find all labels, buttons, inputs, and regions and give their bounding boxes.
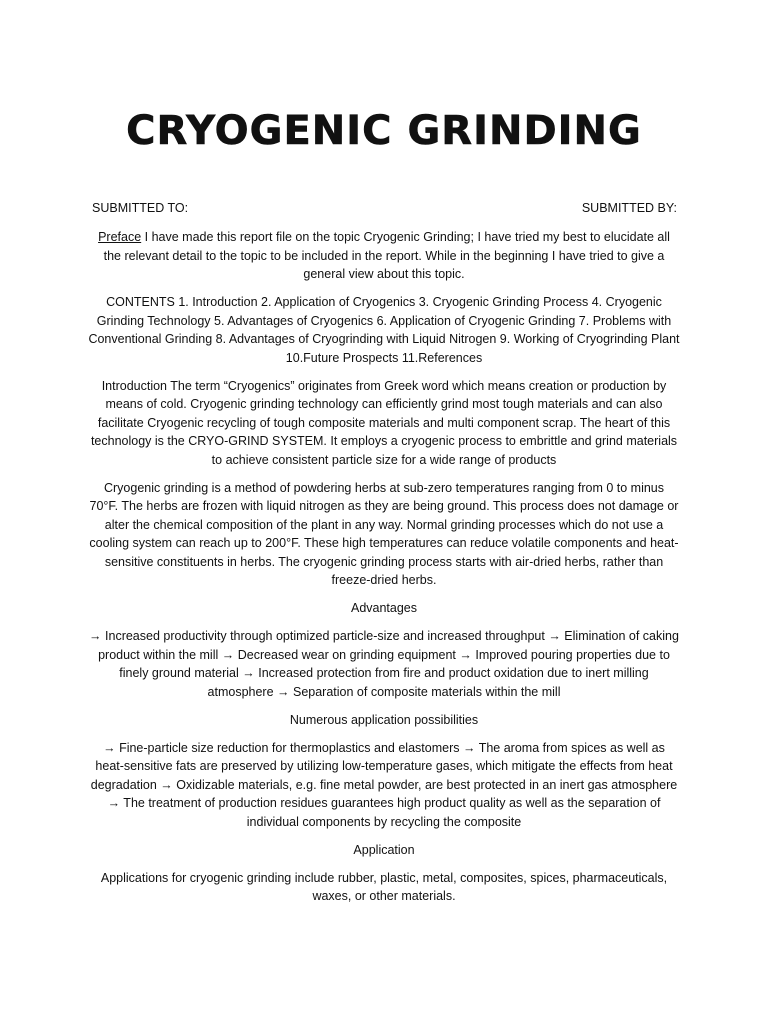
submitted-by-label: SUBMITTED BY: [581,201,677,215]
submission-row [92,199,677,217]
introduction-paragraph: Introduction The term “Cryogenics” originates from Greek word which means creation or production by means of cold. Cryogenic grinding technology can efficiently grind most tough materials and can also facilitate Cryogenic recycling of tough composite materials and multi component scrap. The heart of this technology is the CRYO-GRIND SYSTEM. It employs a cryogenic process to embrittle and grind materials to achieve consistent particle size for a wide range of products [90,378,678,467]
document-title: CRYOGENIC GRINDING [126,108,642,154]
advantages-paragraph: → Increased productivity through optimized particle-size and increased throughput → Elimination of caking product within the mill → Decreased wear on grinding equipment → Improved pouring properties due to finely ground material → Increased protection from fire and product oxidation due to inert milling atmosphere → Separation of composite materials within the mill [89,629,679,699]
submitted-to-label: SUBMITTED TO: [92,201,189,215]
applications-heading: Numerous application possibilities [289,712,479,727]
application-heading: Application [353,842,415,857]
preface-paragraph [88,228,680,284]
process-paragraph: Cryogenic grinding is a method of powdering herbs at sub-zero temperatures ranging from 0 to minus 70°F. The herbs are frozen with liquid nitrogen as they are being ground. This process does not damage or alter the chemical composition of the plant in any way. Normal grinding processes which do not use a cooling system can reach up to 200°F. These high temperatures can reduce volatile components and heat-sensitive constituents in herbs. The cryogenic grinding process starts with air-dried herbs, rather than freeze-dried herbs. [89,480,679,587]
preface-text: I have made this report file on the topic Cryogenic Grinding; I have tried my best to elucidate all the relevant detail to the topic to be included in the report. While in the beginning I have tried to give a general view about this topic. [103,230,670,281]
preface-label: Preface [98,230,142,244]
contents-paragraph: CONTENTS 1. Introduction 2. Application of Cryogenics 3. Cryogenic Grinding Process 4. Cryogenic Grinding Technology 5. Advantages of Cryogenics 6. Application of Cryogenic Grinding 7. Problems with Conventional Grinding 8. Advantages of Cryogrinding with Liquid Nitrogen 9. Working of Cryogrinding Plant 10.Future Prospects 11.References [88,295,680,365]
applications-paragraph: → Fine-particle size reduction for thermoplastics and elastomers → The aroma from spices as well as heat-sensitive fats are preserved by utilizing low-temperature gases, which mitigate the effects from heat degradation → Oxidizable materials, e.g. fine metal powder, are best protected in an inert gas atmosphere → The treatment of production residues guarantees high product quality as well as the separation of individual components by recycling the composite [90,740,678,829]
document-body [88,228,680,915]
application-paragraph: Applications for cryogenic grinding include rubber, plastic, metal, composites, spices, pharmaceuticals, waxes, or other materials. [100,870,668,903]
advantages-heading: Advantages [350,601,418,615]
